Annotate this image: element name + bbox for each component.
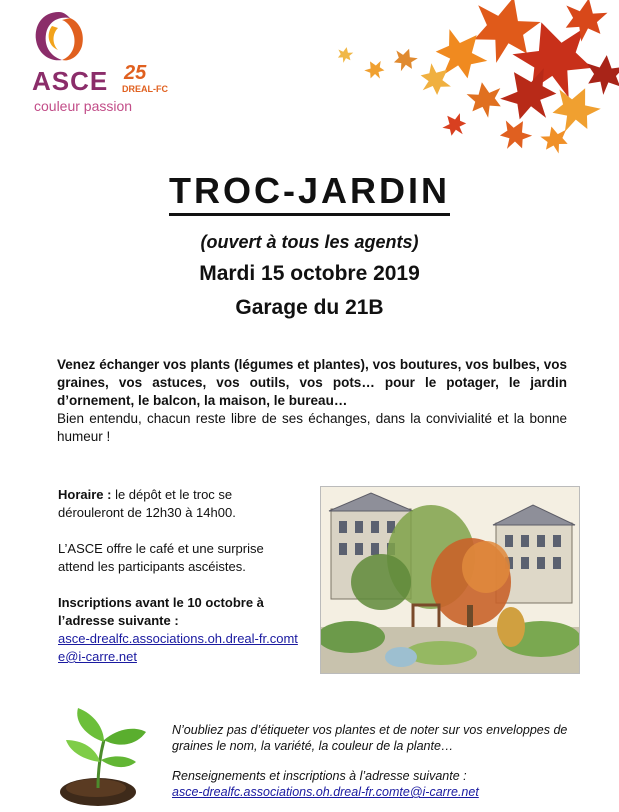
intro-regular-text: Bien entendu, chacun reste libre de ses échanges, dans la convivialité et la bonne humeur !: [57, 411, 567, 444]
intro-paragraph: [57, 356, 567, 446]
registration-paragraph: [58, 594, 298, 666]
labeling-reminder: N’oubliez pas d’étiqueter vos plantes et de noter sur vos enveloppes de graines le nom, la variété, la couleur de la plante…: [172, 723, 568, 753]
page-title: TROC-JARDIN: [0, 170, 619, 212]
hours-paragraph: [58, 486, 298, 522]
maple-leaf-icon: [465, 79, 505, 120]
maple-leaf-icon: [390, 45, 420, 75]
maple-leaf-icon: [584, 53, 619, 96]
logo-tagline: couleur passion: [34, 98, 133, 114]
info-box: [58, 486, 298, 666]
logo-number: 25: [124, 62, 147, 84]
garden-illustration-icon: [320, 486, 580, 674]
maple-leaf-icon: [494, 114, 536, 157]
footer-notes: [172, 722, 572, 800]
registration-email-link[interactable]: asce-drealfc.associations.oh.dreal-fr.comte@i-carre.net: [58, 631, 298, 664]
intro-bold-text: Venez échanger vos plants (légumes et plantes), vos boutures, vos bulbes, vos graines, vos astuces, vos outils, vos pots… pour le potager, le jardin d’ornement, le balcon, la maison, le bureau…: [57, 357, 567, 408]
event-location: Garage du 21B: [235, 296, 384, 319]
plant-sprout-icon: [56, 700, 151, 808]
hours-text: le dépôt et le troc se dérouleront de 12h30 à 14h00.: [58, 487, 236, 520]
registration-label: Inscriptions avant le 10 octobre à l’adresse suivante :: [58, 595, 264, 628]
event-date: Mardi 15 octobre 2019: [199, 262, 420, 285]
maple-leaf-icon: [362, 57, 388, 84]
autumn-leaves-icon: [255, 0, 619, 165]
logo-org: DREAL-FC: [122, 84, 168, 94]
contact-paragraph: [172, 768, 572, 800]
maple-leaf-icon: [561, 0, 610, 45]
hours-label: Horaire :: [58, 487, 112, 502]
maple-leaf-icon: [439, 108, 472, 141]
contact-email-link[interactable]: asce-drealfc.associations.oh.dreal-fr.comte@i-carre.net: [172, 785, 479, 799]
subtitle: (ouvert à tous les agents): [200, 232, 419, 252]
maple-leaf-icon: [336, 46, 354, 65]
offer-paragraph: L’ASCE offre le café et une surprise attend les participants ascéistes.: [58, 541, 264, 574]
contact-label: Renseignements et inscriptions à l’adresse suivante :: [172, 769, 467, 783]
logo-name: ASCE: [32, 66, 109, 96]
asce-logo-icon: [30, 8, 88, 66]
